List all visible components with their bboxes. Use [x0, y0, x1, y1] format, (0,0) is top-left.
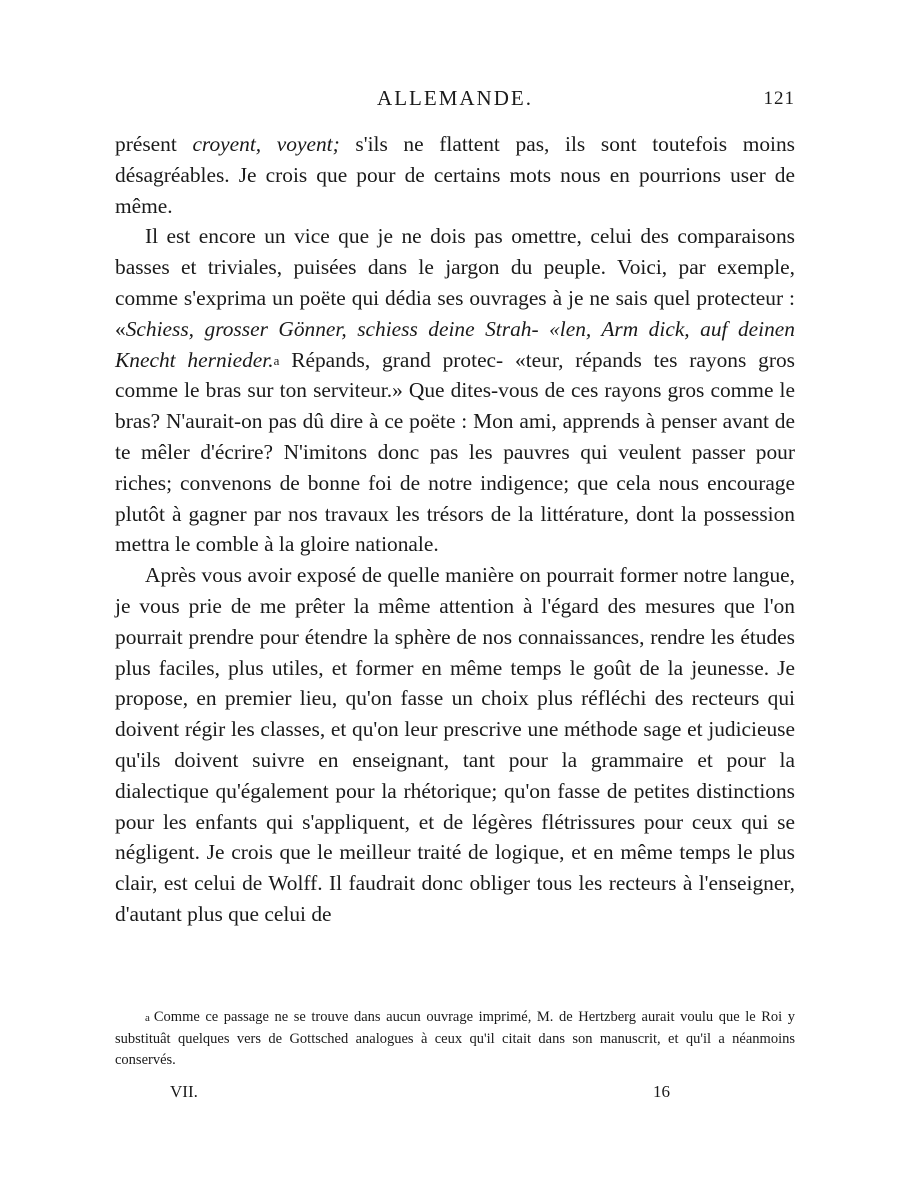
footnote-marker: a [145, 1012, 150, 1024]
page-number: 121 [763, 88, 795, 109]
footnote-text: Comme ce passage ne se trouve dans aucun ouvrage imprimé, M. de Hertzberg aurait voulu que le Roi y substituât quelques vers de Gottsched analogues à ceux qu'il citait dans son manuscrit, et qu'il a néanmoins conservés. [115, 1009, 795, 1068]
footnote-paragraph [115, 1007, 795, 1072]
paragraph-1-text-b: s'ils ne flattent pas, ils sont toutefois moins désagréables. Je crois que pour de certains mots nous en pourrions user de même. [115, 132, 796, 218]
signature-line [170, 1082, 670, 1106]
paragraph-2 [115, 221, 795, 560]
paragraph-1-text-a: présent [115, 132, 193, 156]
footnote [115, 1007, 795, 1072]
paragraph-2-text-b: Répands, grand protec- «teur, répands tes rayons gros comme le bras sur ton serviteur.» Que dites-vous de ces rayons gros comme le bras? N'aurait-on pas dû dire à ce poëte : Mon ami, apprends à penser avant de te mêler d'écrire? N'imitons donc pas les pauvres qui veulent passer pour riches; convenons de bonne foi de notre indigence; que cela nous encourage plutôt à gagner par nos travaux les trésors de la littérature, dont la possession mettra le comble à la gloire nationale. [115, 347, 795, 557]
running-title: ALLEMANDE. [377, 86, 533, 110]
body-text [115, 129, 795, 930]
footnote-reference: a [273, 352, 280, 368]
paragraph-2-text-a: Il est encore un vice que je ne dois pas omettre, celui des comparaisons basses et triviales, puisées dans le jargon du peuple. Voici, par exemple, comme s'exprima un poëte qui dédia ses ouvrages à je ne sais quel protecteur : « [115, 224, 795, 341]
paragraph-1 [115, 129, 795, 221]
paragraph-1-italic: croyent, voyent; [192, 132, 340, 156]
volume-signature: VII. [170, 1082, 198, 1101]
paragraph-2-quote-italic: Schiess, grosser Gönner, schiess deine Strah- «len, Arm dick, auf deinen Knecht hernieder. [115, 316, 795, 372]
sheet-signature: 16 [653, 1082, 670, 1101]
running-head [115, 86, 795, 116]
paragraph-3: Après vous avoir exposé de quelle manière on pourrait former notre langue, je vous prie de me prêter la même attention à l'égard des mesures que l'on pourrait prendre pour étendre la sphère de nos connaissances, rendre les études plus faciles, plus utiles, et former en même temps le goût de la jeunesse. Je propose, en premier lieu, qu'on fasse un choix plus réfléchi des recteurs qui doivent régir les classes, et qu'on leur prescrive une méthode sage et judicieuse qu'ils doivent suivre en enseignant, tant pour la grammaire et pour la dialectique qu'également pour la rhétorique; qu'on fasse de petites distinctions pour les enfants qui s'appliquent, et de légères flétrissures pour ceux qui se négligent. Je crois que le meilleur traité de logique, et en même temps le plus clair, est celui de Wolff. Il faudrait donc obliger tous les recteurs à l'enseigner, d'autant plus que celui de [115, 563, 795, 926]
